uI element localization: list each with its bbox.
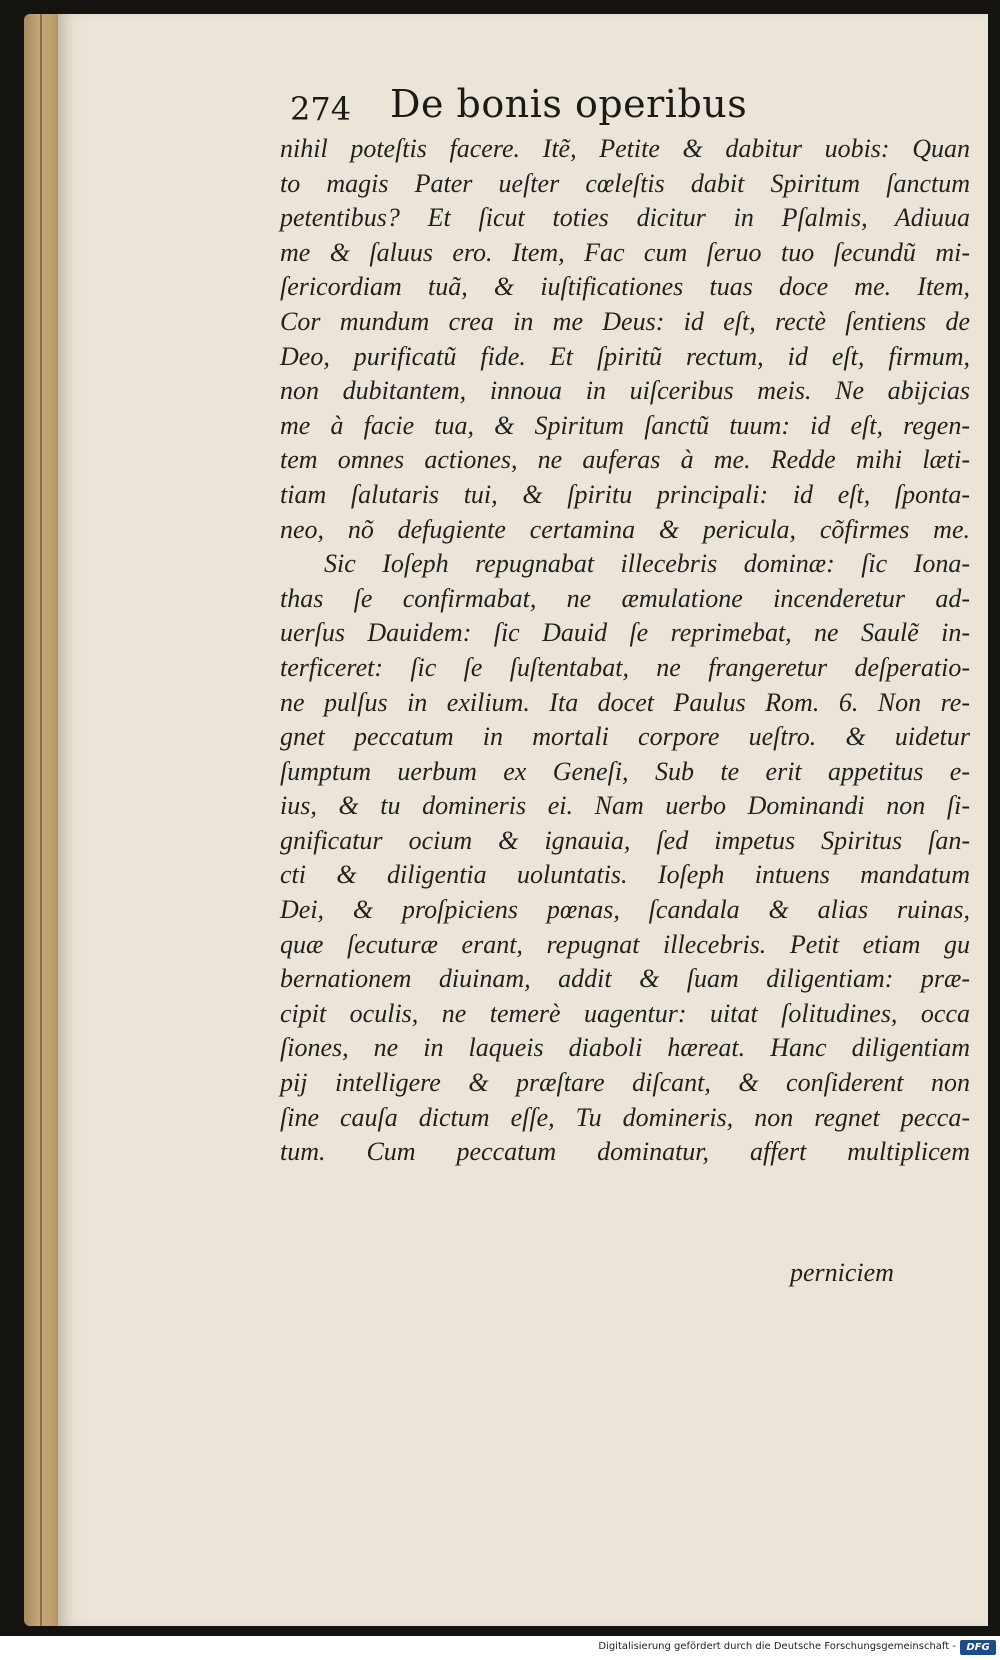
text-line: quæ ſecuturæ erant, repugnat illecebris. Petit etiam gu — [280, 929, 970, 959]
text-line: petentibus? Et ſicut toties dicitur in Pſalmis, Adiuua — [280, 203, 970, 233]
page-header — [230, 76, 870, 136]
catchword: perniciem — [790, 1258, 894, 1287]
dfg-logo: DFG — [960, 1640, 996, 1655]
text-line: ſericordiam tuã, & iuſtificationes tuas doce me. Item, — [280, 272, 970, 302]
text-line: pij intelligere & præſtare diſcant, & conſiderent non — [280, 1068, 970, 1098]
text-line: Cor mundum crea in me Deus: id eſt, rectè ſentiens de — [280, 306, 970, 336]
text-line: ius, & tu domineris ei. Nam uerbo Dominandi non ſi- — [280, 791, 970, 821]
text-line: uerſus Dauidem: ſic Dauid ſe reprimebat, ne Saulẽ in- — [280, 618, 970, 648]
text-line: ſine cauſa dictum eſſe, Tu domineris, non regnet pecca- — [280, 1102, 970, 1132]
running-title: De bonis operibus — [390, 82, 748, 126]
text-line: tem omnes actiones, ne auferas à me. Redde mihi læti- — [280, 445, 970, 475]
text-line: neo, nõ defugiente certamina & pericula, cõfirmes me. — [280, 514, 970, 544]
funding-credit: Digitalisierung gefördert durch die Deutsche Forschungsgemeinschaft - — [598, 1641, 956, 1652]
text-line: nihil poteſtis facere. Itẽ, Petite & dabitur uobis: Quan — [280, 134, 970, 163]
text-line: tum. Cum peccatum dominatur, affert multiplicem — [280, 1137, 970, 1167]
text-line: gnificatur ocium & ignauia, ſed impetus Spiritus ſan- — [280, 825, 970, 855]
text-line: non dubitantem, innoua in uiſceribus meis. Ne abijcias — [280, 376, 970, 406]
text-line: to magis Pater ueſter cœleſtis dabit Spiritum ſanctum — [280, 168, 970, 198]
text-line: me & ſaluus ero. Item, Fac cum ſeruo tuo ſecundũ mi- — [280, 237, 970, 267]
text-line: Deo, purificatũ fide. Et ſpiritũ rectum, id eſt, firmum, — [280, 341, 970, 371]
text-line: bernationem diuinam, addit & ſuam diligentiam: præ- — [280, 964, 970, 994]
text-line: cipit oculis, ne temerè uagentur: uitat ſolitudines, occa — [280, 998, 970, 1028]
text-line: ſumptum uerbum ex Geneſi, Sub te erit appetitus e- — [280, 756, 970, 786]
text-line: me à facie tua, & Spiritum ſanctũ tuum: id eſt, regen- — [280, 410, 970, 440]
text-line: thas ſe confirmabat, ne æmulatione incenderetur ad- — [280, 583, 970, 613]
text-line: gnet peccatum in mortali corpore ueſtro. & uidetur — [280, 722, 970, 752]
body-text — [280, 132, 970, 1170]
footer-bar — [0, 1636, 1000, 1660]
page-number: 274 — [290, 90, 352, 128]
page-edge-shadow — [40, 14, 42, 1626]
text-line: ne pulſus in exilium. Ita docet Paulus Rom. 6. Non re- — [280, 687, 970, 717]
text-line: cti & diligentia uoluntatis. Ioſeph intuens mandatum — [280, 860, 970, 890]
text-line: Dei, & proſpiciens pœnas, ſcandala & alias ruinas, — [280, 895, 970, 925]
text-line: ſiones, ne in laqueis diaboli hæreat. Hanc diligentiam — [280, 1033, 970, 1063]
paragraph-first-line: Sic Ioſeph repugnabat illecebris dominæ: ſic Iona- — [324, 549, 970, 579]
text-line: tiam ſalutaris tui, & ſpiritu principali: id eſt, ſponta- — [280, 479, 970, 509]
text-line: terficeret: ſic ſe ſuſtentabat, ne frangeretur deſperatio- — [280, 652, 970, 682]
